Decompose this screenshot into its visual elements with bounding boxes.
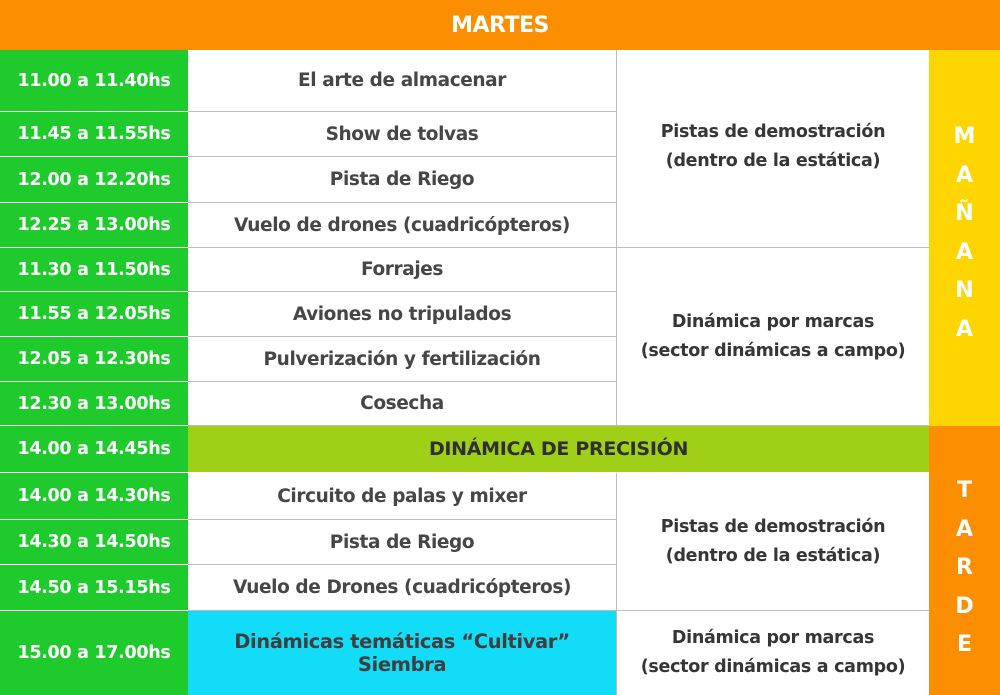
location-line: Dinámica por marcas [671, 311, 875, 332]
time-cell: 14.00 a 14.45hs [0, 426, 188, 473]
section-letter: A [955, 162, 974, 188]
activity-cell: Pista de Riego [188, 157, 616, 203]
section-letter: M [953, 124, 976, 149]
location-cell [616, 611, 929, 695]
time-cell: 11.55 a 12.05hs [0, 292, 188, 337]
time-cell: 12.00 a 12.20hs [0, 157, 188, 203]
activity-cell: Cosecha [188, 382, 616, 426]
time-cell: 11.45 a 11.55hs [0, 112, 188, 157]
time-cell: 12.25 a 13.00hs [0, 203, 188, 248]
time-cell: 14.00 a 14.30hs [0, 473, 188, 520]
section-letter: A [955, 316, 974, 342]
cultivar-cell: Dinámicas temáticas “Cultivar” Siembra [188, 611, 616, 695]
section-letter: Ñ [955, 201, 974, 226]
precision-banner: DINÁMICA DE PRECISIÓN [188, 426, 929, 473]
location-line: Pistas de demostración [660, 516, 886, 537]
section-letter: A [955, 239, 974, 265]
time-cell: 11.00 a 11.40hs [0, 50, 188, 112]
location-cell [616, 50, 929, 248]
time-cell: 15.00 a 17.00hs [0, 611, 188, 695]
activity-cell: Circuito de palas y mixer [188, 473, 616, 520]
day-title: MARTES [0, 0, 1000, 50]
time-cell: 11.30 a 11.50hs [0, 248, 188, 292]
location-cell [616, 473, 929, 611]
section-letter: N [955, 278, 974, 303]
location-line: (dentro de la estática) [665, 150, 881, 171]
location-line: Pistas de demostración [660, 121, 886, 142]
section-letter: E [956, 632, 973, 657]
section-letter: D [955, 593, 974, 619]
section-letter: T [956, 478, 972, 503]
location-line: (dentro de la estática) [665, 545, 881, 566]
morning-label [929, 50, 1000, 426]
location-line: (sector dinámicas a campo) [640, 340, 906, 361]
section-letter: R [956, 555, 973, 580]
activity-cell: Pista de Riego [188, 520, 616, 565]
activity-cell: Vuelo de Drones (cuadricópteros) [188, 565, 616, 611]
location-line: (sector dinámicas a campo) [640, 657, 906, 677]
location-cell [616, 248, 929, 426]
time-cell: 12.30 a 13.00hs [0, 382, 188, 426]
activity-cell: Show de tolvas [188, 112, 616, 157]
activity-cell: El arte de almacenar [188, 50, 616, 112]
location-line: Dinámica por marcas [671, 628, 875, 648]
activity-cell: Aviones no tripulados [188, 292, 616, 337]
time-cell: 14.50 a 15.15hs [0, 565, 188, 611]
activity-cell: Vuelo de drones (cuadricópteros) [188, 203, 616, 248]
section-letter: A [955, 516, 974, 542]
afternoon-label [929, 426, 1000, 695]
time-cell: 14.30 a 14.50hs [0, 520, 188, 565]
time-cell: 12.05 a 12.30hs [0, 337, 188, 382]
activity-cell: Forrajes [188, 248, 616, 292]
activity-cell: Pulverización y fertilización [188, 337, 616, 382]
